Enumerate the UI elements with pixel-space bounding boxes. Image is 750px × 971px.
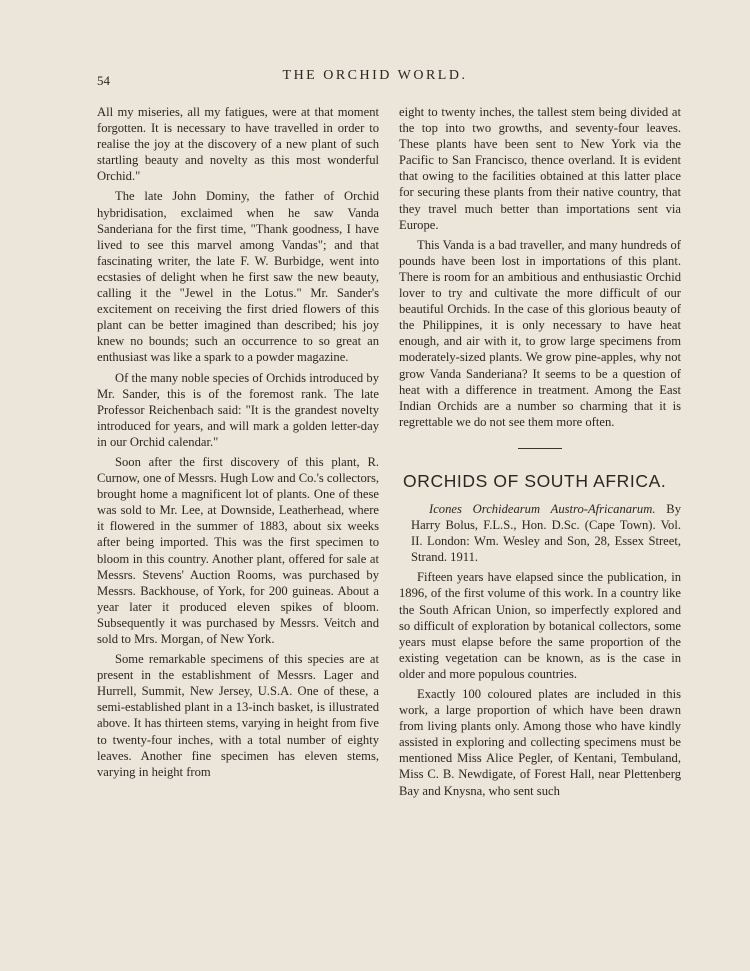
citation-details: By Harry Bolus, F.L.S., Hon. D.Sc. (Cape Town). Vol. II. London: Wm. Wesley and Son, 28, Essex Street, Strand. 1911. <box>411 501 681 565</box>
running-title: THE ORCHID WORLD. <box>282 68 468 83</box>
left-column <box>97 104 379 784</box>
right-column <box>399 104 681 803</box>
book-citation <box>399 501 681 565</box>
page-number: 54 <box>97 73 110 88</box>
paragraph: Of the many noble species of Orchids introduced by Mr. Sander, this is of the foremost rank. The late Professor Reichenbach said: "It is the grandest novelty introduced for years, and will mark a golden letter-day in our Orchid calendar." <box>97 370 379 449</box>
paragraph: Some remarkable specimens of this species are at present in the establishment of Messrs. Lager and Hurrell, Summit, New Jersey, U.S.A. One of these, a semi-established plant in a 13-inch basket, is illustrated above. It has thirteen stems, varying in height from five to twenty-four inches, with a total number of eighty leaves. Another fine specimen has eleven stems, varying in height from <box>97 652 379 779</box>
section-title: ORCHIDS OF SOUTH AFRICA. <box>403 470 667 491</box>
paragraph: Soon after the first discovery of this plant, R. Curnow, one of Messrs. Hugh Low and Co.'s collectors, brought home a magnificent lot of plants. One of these was sold to Mr. Lee, at Downside, Leatherhead, where it flowered in the summer of 1883, about six weeks after being imported. This was the first specimen to bloom in this country. Another plant, offered for sale at Messrs. Stevens' Auction Rooms, was purchased by Messrs. Backhouse, of York, for 200 guineas. About a year later it produced eleven spikes of bloom. Subsequently it was purchased by Messrs. Veitch and sold to Mrs. Morgan, of New York. <box>97 454 379 646</box>
paragraph: This Vanda is a bad traveller, and many hundreds of pounds have been lost in importations of this plant. There is room for an ambitious and enthusiastic Orchid lover to try and cultivate the more difficult of our beautiful Orchids. In the case of this glorious beauty of the Philippines, it is only necessary to have heat enough, and air with it, to grow large specimens from moderately-sized plants. We grow pine-apples, why not grow Vanda Sanderiana? It seems to be a question of heat with a difference in treatment. Among the East Indian Orchids are a number so charming that it is regrettable we do not see them more often. <box>399 237 681 429</box>
paragraph: Exactly 100 coloured plates are included in this work, a large proportion of which have been drawn from living plants only. Among those who have kindly assisted in exploring and collecting specimens must be mentioned Miss Alice Pegler, of Kentani, Tembuland, Miss C. B. Newdigate, of Forest Hall, near Plettenberg Bay and Knysna, who sent such <box>399 687 681 798</box>
citation-title: Icones Orchidearum Austro-Africanarum. <box>429 501 656 516</box>
paragraph: The late John Dominy, the father of Orchid hybridisation, exclaimed when he saw Vanda Sanderiana for the first time, "Thank goodness, I have lived to see this marvel among Vandas"; and that fascinating writer, the late F. W. Burbidge, went into ecstasies of delight when he first saw the new beauty, calling it the "Jewel in the Lotus." Mr. Sander's excitement on receiving the first dried flowers of this plant can be better imagined than described; his joy knew no bounds; such an occurrence to so great an enthusiast was like a spark to a powder magazine. <box>97 189 379 365</box>
paragraph: Fifteen years have elapsed since the publication, in 1896, of the first volume of this work. In a country like the South African Union, so imperfectly explored and so difficult of exploration by botanical collectors, some years must elapse before the same proportion of the existing vegetation can be known, as is the case in older and more populous countries. <box>399 570 681 681</box>
paragraph: All my miseries, all my fatigues, were at that moment forgotten. It is necessary to have travelled in order to realise the joy at the discovery of a new plant of such startling beauty and novelty as this most wonderful Orchid." <box>97 105 379 184</box>
section-divider <box>518 448 562 449</box>
paragraph: eight to twenty inches, the tallest stem being divided at the top into two growths, and seventy-four leaves. These plants have been sent to New York via the Pacific to San Francisco, thence overland. It is evident that owing to the facilities obtained at this latter place for securing these plants from their native country, that they travel much better than importations sent via Europe. <box>399 105 681 232</box>
